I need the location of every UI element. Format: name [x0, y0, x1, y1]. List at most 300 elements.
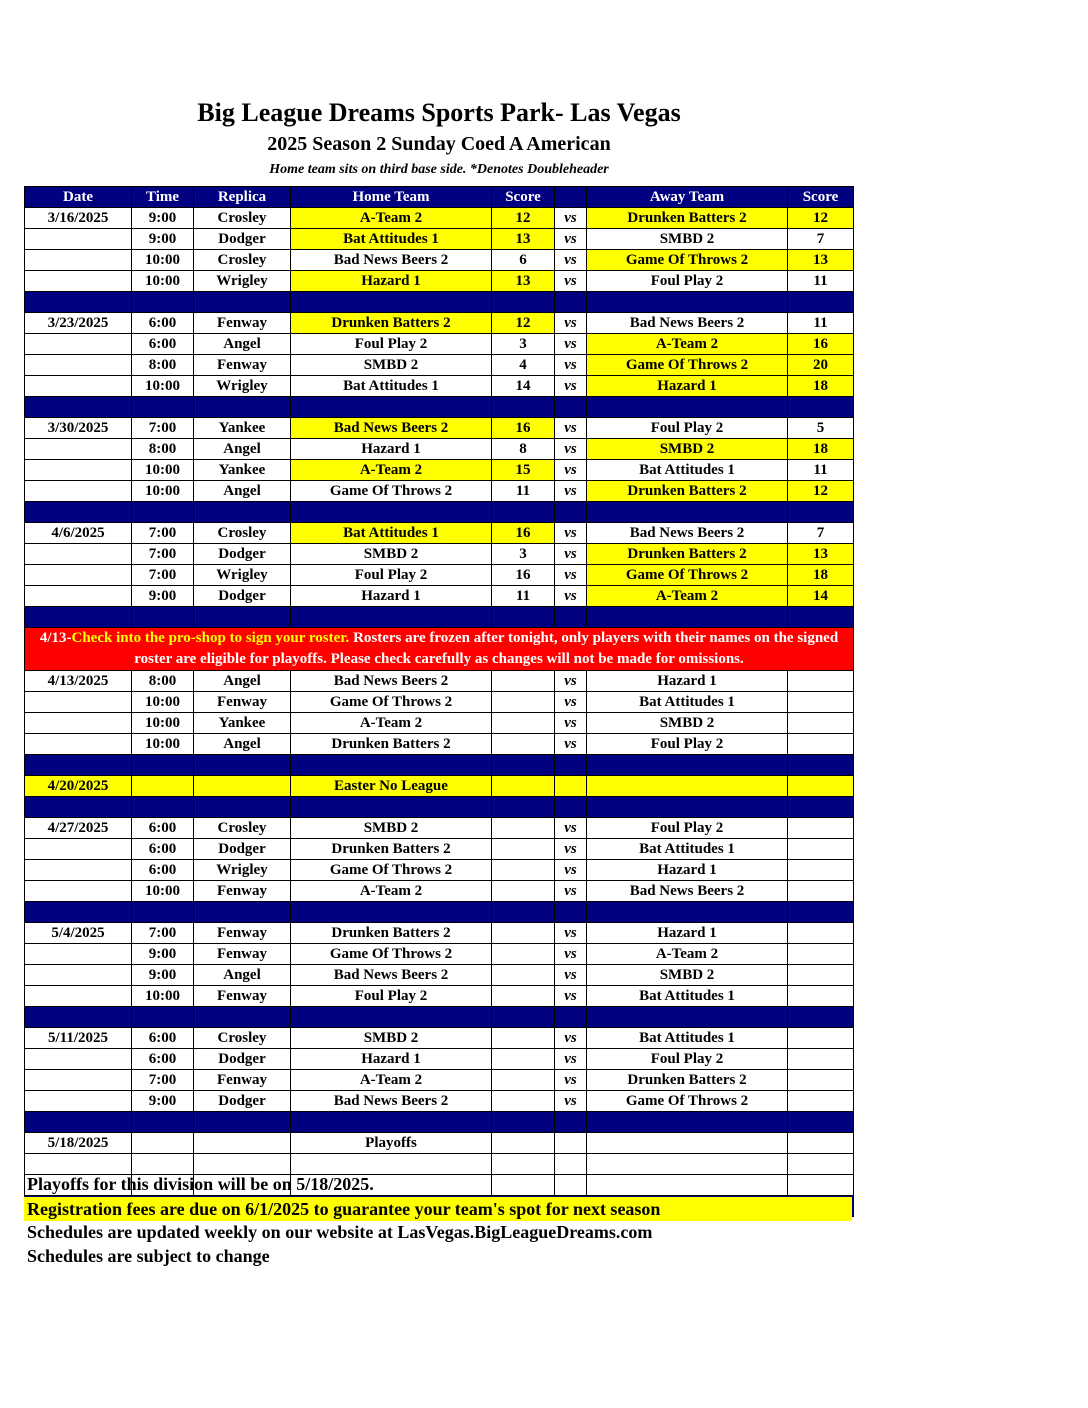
table-row — [25, 355, 854, 376]
home-team: Foul Play 2 — [291, 334, 492, 355]
game-field: Fenway — [194, 881, 291, 902]
home-score: 12 — [492, 208, 555, 229]
empty-cell — [291, 1154, 492, 1175]
empty-cell — [555, 902, 587, 923]
game-field: Wrigley — [194, 376, 291, 397]
game-date — [25, 986, 132, 1007]
empty-cell — [194, 902, 291, 923]
away-team: Hazard 1 — [587, 923, 788, 944]
empty-cell — [492, 1112, 555, 1133]
home-score — [492, 818, 555, 839]
game-time: 8:00 — [132, 439, 194, 460]
home-team: Bad News Beers 2 — [291, 965, 492, 986]
home-score: 12 — [492, 313, 555, 334]
week-separator-row — [25, 397, 854, 418]
empty-cell — [492, 502, 555, 523]
game-date: 5/4/2025 — [25, 923, 132, 944]
game-time: 10:00 — [132, 692, 194, 713]
empty-cell — [492, 902, 555, 923]
game-field: Crosley — [194, 818, 291, 839]
empty-cell — [291, 397, 492, 418]
table-row — [25, 229, 854, 250]
empty-cell — [788, 776, 854, 797]
away-score: 7 — [788, 229, 854, 250]
game-date — [25, 334, 132, 355]
table-row — [25, 313, 854, 334]
week-separator-row — [25, 1007, 854, 1028]
game-field: Fenway — [194, 313, 291, 334]
empty-cell — [194, 776, 291, 797]
game-time: 6:00 — [132, 1049, 194, 1070]
home-team: Drunken Batters 2 — [291, 839, 492, 860]
empty-cell — [587, 1007, 788, 1028]
game-date — [25, 271, 132, 292]
home-team: A-Team 2 — [291, 713, 492, 734]
blank-row — [25, 1154, 854, 1175]
empty-cell — [587, 292, 788, 313]
game-field: Dodger — [194, 1091, 291, 1112]
game-time: 10:00 — [132, 986, 194, 1007]
away-team: SMBD 2 — [587, 713, 788, 734]
away-team: Bad News Beers 2 — [587, 523, 788, 544]
home-score — [492, 881, 555, 902]
col-header-away-team: Away Team — [587, 187, 788, 208]
home-team: Bat Attitudes 1 — [291, 229, 492, 250]
game-date — [25, 376, 132, 397]
game-time: 8:00 — [132, 671, 194, 692]
away-team: A-Team 2 — [587, 944, 788, 965]
vs-label: vs — [555, 481, 587, 502]
away-team: Bat Attitudes 1 — [587, 986, 788, 1007]
game-date: 3/23/2025 — [25, 313, 132, 334]
empty-cell — [25, 1154, 132, 1175]
game-time: 10:00 — [132, 734, 194, 755]
empty-cell — [132, 776, 194, 797]
game-time: 7:00 — [132, 418, 194, 439]
empty-cell — [291, 502, 492, 523]
vs-label: vs — [555, 692, 587, 713]
home-team: Game Of Throws 2 — [291, 692, 492, 713]
table-row — [25, 923, 854, 944]
schedule-table — [24, 186, 854, 1217]
away-score — [788, 692, 854, 713]
empty-cell — [788, 397, 854, 418]
table-row — [25, 692, 854, 713]
away-team: Bat Attitudes 1 — [587, 839, 788, 860]
game-date: 3/16/2025 — [25, 208, 132, 229]
game-field: Fenway — [194, 986, 291, 1007]
away-score — [788, 860, 854, 881]
empty-cell — [492, 797, 555, 818]
game-field: Angel — [194, 334, 291, 355]
game-time: 6:00 — [132, 334, 194, 355]
vs-label: vs — [555, 208, 587, 229]
table-row — [25, 881, 854, 902]
empty-cell — [555, 607, 587, 628]
footer-website-note: Schedules are updated weekly on our website at LasVegas.BigLeagueDreams.com — [27, 1222, 653, 1242]
game-date: 5/18/2025 — [25, 1133, 132, 1154]
empty-cell — [788, 292, 854, 313]
game-field: Angel — [194, 671, 291, 692]
table-row — [25, 334, 854, 355]
game-date — [25, 944, 132, 965]
away-team: Drunken Batters 2 — [587, 544, 788, 565]
game-time: 10:00 — [132, 250, 194, 271]
away-team: Bad News Beers 2 — [587, 881, 788, 902]
away-score: 18 — [788, 376, 854, 397]
table-row — [25, 1028, 854, 1049]
game-date — [25, 565, 132, 586]
home-team: Bad News Beers 2 — [291, 671, 492, 692]
col-header-vs — [555, 187, 587, 208]
game-date — [25, 481, 132, 502]
away-score: 12 — [788, 208, 854, 229]
vs-label: vs — [555, 376, 587, 397]
game-date — [25, 881, 132, 902]
empty-cell — [555, 797, 587, 818]
game-date — [25, 439, 132, 460]
empty-cell — [132, 797, 194, 818]
away-score: 11 — [788, 313, 854, 334]
game-field: Wrigley — [194, 565, 291, 586]
vs-label: vs — [555, 1049, 587, 1070]
empty-cell — [788, 1154, 854, 1175]
empty-cell — [291, 292, 492, 313]
game-field: Dodger — [194, 544, 291, 565]
game-field: Dodger — [194, 229, 291, 250]
game-field: Angel — [194, 734, 291, 755]
vs-label: vs — [555, 734, 587, 755]
empty-cell — [132, 1112, 194, 1133]
notice-text: Rosters are frozen after tonight, only players with their names on the signed roster are eligible for playoffs. Please check carefully as changes will not be made for omissions. — [134, 630, 839, 667]
away-score — [788, 986, 854, 1007]
home-team: Foul Play 2 — [291, 986, 492, 1007]
empty-cell — [492, 1154, 555, 1175]
empty-cell — [555, 1007, 587, 1028]
vs-label: vs — [555, 460, 587, 481]
vs-label: vs — [555, 713, 587, 734]
vs-label: vs — [555, 334, 587, 355]
vs-label: vs — [555, 986, 587, 1007]
away-score: 18 — [788, 439, 854, 460]
empty-cell — [194, 1112, 291, 1133]
empty-cell — [194, 1007, 291, 1028]
page-subtitle: 2025 Season 2 Sunday Coed A American — [267, 133, 611, 155]
home-team: SMBD 2 — [291, 355, 492, 376]
away-team: Foul Play 2 — [587, 271, 788, 292]
away-score — [788, 1091, 854, 1112]
empty-cell — [194, 797, 291, 818]
game-date: 4/6/2025 — [25, 523, 132, 544]
empty-cell — [587, 755, 788, 776]
empty-cell — [291, 607, 492, 628]
away-score — [788, 1028, 854, 1049]
empty-cell — [132, 607, 194, 628]
empty-cell — [25, 755, 132, 776]
game-field: Yankee — [194, 460, 291, 481]
week-separator-row — [25, 797, 854, 818]
game-field: Fenway — [194, 1070, 291, 1091]
away-score: 11 — [788, 460, 854, 481]
game-field: Fenway — [194, 355, 291, 376]
home-score — [492, 923, 555, 944]
home-team: Bat Attitudes 1 — [291, 376, 492, 397]
away-score — [788, 965, 854, 986]
home-team: Hazard 1 — [291, 586, 492, 607]
empty-cell — [587, 776, 788, 797]
game-date — [25, 839, 132, 860]
away-team: Bat Attitudes 1 — [587, 460, 788, 481]
home-score — [492, 1070, 555, 1091]
home-team: Bat Attitudes 1 — [291, 523, 492, 544]
table-row — [25, 734, 854, 755]
away-team: SMBD 2 — [587, 439, 788, 460]
game-time: 10:00 — [132, 481, 194, 502]
table-row — [25, 208, 854, 229]
home-score — [492, 944, 555, 965]
home-score: 16 — [492, 523, 555, 544]
table-row — [25, 986, 854, 1007]
away-score — [788, 818, 854, 839]
empty-cell — [555, 292, 587, 313]
empty-cell — [194, 1133, 291, 1154]
empty-cell — [587, 902, 788, 923]
home-score — [492, 692, 555, 713]
table-row — [25, 523, 854, 544]
home-team: Game Of Throws 2 — [291, 860, 492, 881]
table-row — [25, 481, 854, 502]
empty-cell — [132, 1133, 194, 1154]
empty-cell — [194, 755, 291, 776]
empty-cell — [194, 607, 291, 628]
game-time: 8:00 — [132, 355, 194, 376]
game-date — [25, 1049, 132, 1070]
week-separator-row — [25, 1112, 854, 1133]
game-time: 9:00 — [132, 208, 194, 229]
away-score — [788, 713, 854, 734]
game-date: 4/27/2025 — [25, 818, 132, 839]
footer-playoff-note: Playoffs for this division will be on 5/18/2025. — [27, 1174, 374, 1194]
vs-label: vs — [555, 271, 587, 292]
week-separator-row — [25, 902, 854, 923]
away-score: 18 — [788, 565, 854, 586]
vs-label: vs — [555, 250, 587, 271]
home-score — [492, 671, 555, 692]
game-time: 10:00 — [132, 713, 194, 734]
away-team: Hazard 1 — [587, 860, 788, 881]
game-time: 7:00 — [132, 544, 194, 565]
game-time: 9:00 — [132, 586, 194, 607]
game-time: 6:00 — [132, 313, 194, 334]
table-row — [25, 439, 854, 460]
table-row — [25, 860, 854, 881]
col-header-replica: Replica — [194, 187, 291, 208]
game-date: 5/11/2025 — [25, 1028, 132, 1049]
schedule-body — [25, 208, 854, 1217]
vs-label: vs — [555, 839, 587, 860]
empty-cell — [492, 607, 555, 628]
table-row — [25, 1049, 854, 1070]
home-team: Hazard 1 — [291, 1049, 492, 1070]
away-score — [788, 944, 854, 965]
vs-label: vs — [555, 313, 587, 334]
vs-label: vs — [555, 1028, 587, 1049]
vs-label: vs — [555, 923, 587, 944]
empty-cell — [555, 502, 587, 523]
vs-label: vs — [555, 418, 587, 439]
home-team: Foul Play 2 — [291, 565, 492, 586]
away-team: Foul Play 2 — [587, 734, 788, 755]
empty-cell — [587, 1154, 788, 1175]
table-row — [25, 1091, 854, 1112]
away-team: Hazard 1 — [587, 376, 788, 397]
playoff-row — [25, 1133, 854, 1154]
away-team: Bat Attitudes 1 — [587, 1028, 788, 1049]
table-row — [25, 671, 854, 692]
game-date — [25, 1070, 132, 1091]
empty-cell — [587, 1133, 788, 1154]
empty-cell — [132, 755, 194, 776]
vs-label: vs — [555, 818, 587, 839]
away-team: Game Of Throws 2 — [587, 565, 788, 586]
empty-cell — [492, 755, 555, 776]
vs-label: vs — [555, 355, 587, 376]
away-team: Drunken Batters 2 — [587, 481, 788, 502]
home-score: 3 — [492, 334, 555, 355]
vs-label: vs — [555, 1070, 587, 1091]
away-team: A-Team 2 — [587, 334, 788, 355]
away-team: Foul Play 2 — [587, 1049, 788, 1070]
game-time: 10:00 — [132, 376, 194, 397]
game-time: 10:00 — [132, 881, 194, 902]
away-score: 11 — [788, 271, 854, 292]
empty-cell — [788, 1112, 854, 1133]
holiday-label: Easter No League — [291, 776, 492, 797]
away-team: Game Of Throws 2 — [587, 250, 788, 271]
away-score — [788, 881, 854, 902]
away-score — [788, 671, 854, 692]
home-score — [492, 713, 555, 734]
game-date: 4/13/2025 — [25, 671, 132, 692]
table-header-row — [25, 187, 854, 208]
home-score — [492, 860, 555, 881]
game-field: Fenway — [194, 692, 291, 713]
vs-label: vs — [555, 229, 587, 250]
week-separator-row — [25, 292, 854, 313]
col-header-away-score: Score — [788, 187, 854, 208]
table-row — [25, 376, 854, 397]
away-team: Bat Attitudes 1 — [587, 692, 788, 713]
game-date — [25, 355, 132, 376]
empty-cell — [194, 397, 291, 418]
week-separator-row — [25, 755, 854, 776]
empty-cell — [25, 397, 132, 418]
empty-cell — [788, 1133, 854, 1154]
week-separator-row — [25, 502, 854, 523]
game-time: 9:00 — [132, 229, 194, 250]
empty-cell — [587, 1112, 788, 1133]
game-field: Dodger — [194, 839, 291, 860]
vs-label: vs — [555, 881, 587, 902]
away-score: 12 — [788, 481, 854, 502]
game-time: 10:00 — [132, 271, 194, 292]
col-header-time: Time — [132, 187, 194, 208]
empty-cell — [492, 1007, 555, 1028]
away-team: Drunken Batters 2 — [587, 208, 788, 229]
away-score — [788, 839, 854, 860]
playoff-label: Playoffs — [291, 1133, 492, 1154]
empty-cell — [132, 502, 194, 523]
schedule-note: Home team sits on third base side. *Denotes Doubleheader — [269, 162, 609, 177]
game-field: Yankee — [194, 713, 291, 734]
home-team: Game Of Throws 2 — [291, 944, 492, 965]
home-score — [492, 965, 555, 986]
empty-cell — [25, 607, 132, 628]
home-team: Bad News Beers 2 — [291, 418, 492, 439]
home-team: Drunken Batters 2 — [291, 313, 492, 334]
home-score: 11 — [492, 481, 555, 502]
home-team: SMBD 2 — [291, 1028, 492, 1049]
table-row — [25, 1070, 854, 1091]
empty-cell — [25, 502, 132, 523]
empty-cell — [492, 292, 555, 313]
home-score — [492, 839, 555, 860]
home-team: Hazard 1 — [291, 439, 492, 460]
game-time: 7:00 — [132, 923, 194, 944]
table-row — [25, 586, 854, 607]
game-field: Angel — [194, 439, 291, 460]
game-field: Fenway — [194, 923, 291, 944]
home-team: Bad News Beers 2 — [291, 1091, 492, 1112]
away-score: 20 — [788, 355, 854, 376]
away-score — [788, 734, 854, 755]
away-score: 13 — [788, 250, 854, 271]
game-field: Crosley — [194, 523, 291, 544]
game-time: 9:00 — [132, 944, 194, 965]
vs-label: vs — [555, 860, 587, 881]
game-field: Crosley — [194, 1028, 291, 1049]
home-team: Drunken Batters 2 — [291, 923, 492, 944]
empty-cell — [555, 1112, 587, 1133]
game-date — [25, 460, 132, 481]
empty-cell — [555, 397, 587, 418]
game-date — [25, 692, 132, 713]
table-row — [25, 944, 854, 965]
col-header-date: Date — [25, 187, 132, 208]
roster-notice-row — [25, 628, 854, 671]
empty-cell — [132, 1007, 194, 1028]
notice-highlight: Check into the pro-shop to sign your roster. — [71, 630, 350, 646]
footer-registration-note: Registration fees are due on 6/1/2025 to guarantee your team's spot for next season — [24, 1197, 852, 1221]
home-score: 11 — [492, 586, 555, 607]
away-team: Game Of Throws 2 — [587, 1091, 788, 1112]
empty-cell — [587, 397, 788, 418]
empty-cell — [132, 902, 194, 923]
empty-cell — [492, 776, 555, 797]
home-score — [492, 1028, 555, 1049]
home-score: 15 — [492, 460, 555, 481]
empty-cell — [788, 502, 854, 523]
empty-cell — [587, 502, 788, 523]
empty-cell — [555, 755, 587, 776]
home-team: A-Team 2 — [291, 460, 492, 481]
away-team: Drunken Batters 2 — [587, 1070, 788, 1091]
table-row — [25, 713, 854, 734]
vs-label: vs — [555, 544, 587, 565]
away-team: Bad News Beers 2 — [587, 313, 788, 334]
game-time: 6:00 — [132, 818, 194, 839]
game-date — [25, 734, 132, 755]
